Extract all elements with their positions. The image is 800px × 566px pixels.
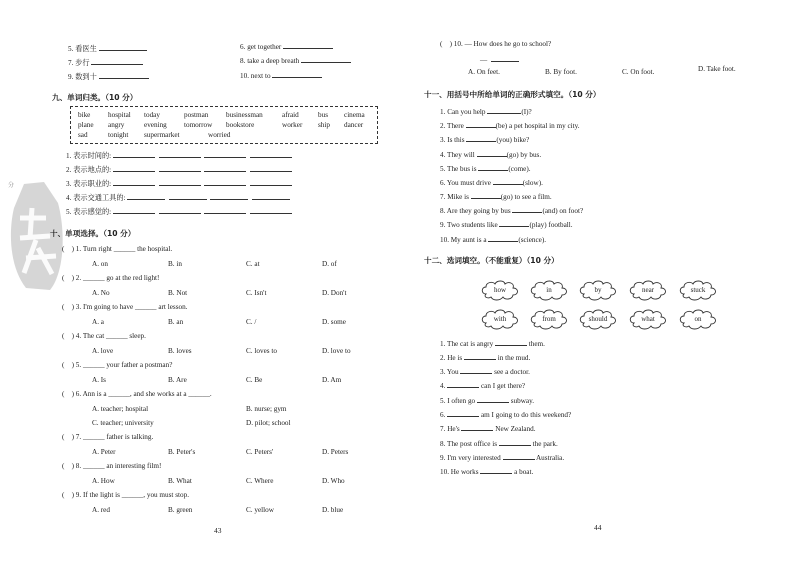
word: supermarket <box>144 131 180 139</box>
option: B. an <box>168 318 184 326</box>
fill-item-3: 3. Is this (you) bike? <box>440 136 530 144</box>
item-9: 9. 数到十 <box>68 72 149 81</box>
choose-item-2: 2. He is in the mud. <box>440 354 531 362</box>
word-cloud: on <box>678 308 718 330</box>
option: C. Be <box>246 376 263 384</box>
choose-item-1: 1. The cat is angry them. <box>440 340 545 348</box>
option: C. / <box>246 318 257 326</box>
word: tomorrow <box>184 121 213 129</box>
question-7: ( ) 7. ______ father is talking. <box>62 433 154 441</box>
question-9: ( ) 9. If the light is ______, you must stop. <box>62 491 189 499</box>
word-cloud: with <box>480 308 520 330</box>
word: dancer <box>344 121 364 129</box>
fill-item-10: 10. My aunt is a (science). <box>440 236 547 244</box>
category-4: 4. 表示交通工具的: <box>66 193 290 202</box>
option: B. in <box>168 260 182 268</box>
word: cinema <box>344 111 365 119</box>
option: C. Peters' <box>246 448 274 456</box>
option: C. Where <box>246 477 274 485</box>
category-5: 5. 表示感觉的: <box>66 207 292 216</box>
question-2: ( ) 2. ______ go at the red light! <box>62 274 160 282</box>
option: B. Not <box>168 289 188 297</box>
option: A. a <box>92 318 104 326</box>
word: afraid <box>282 111 299 119</box>
question-3: ( ) 3. I'm going to have ______ art lesson. <box>62 303 188 311</box>
option: B. green <box>168 506 193 514</box>
option: C. at <box>246 260 260 268</box>
option: A. red <box>92 506 110 514</box>
option: C. On foot. <box>622 68 655 76</box>
option: A. Is <box>92 376 106 384</box>
choose-item-4: 4. can I get there? <box>440 382 526 390</box>
fill-item-7: 7. Mike is (go) to see a film. <box>440 193 552 201</box>
category-3: 3. 表示职业的: <box>66 179 292 188</box>
choose-item-9: 9. I'm very interested Australia. <box>440 454 565 462</box>
right-page <box>400 0 800 566</box>
option: D. Peters <box>322 448 349 456</box>
fill-item-2: 2. There (be) a pet hospital in my city. <box>440 122 580 130</box>
choose-item-3: 3. You see a doctor. <box>440 368 530 376</box>
word-cloud: in <box>529 279 569 301</box>
word-cloud: should <box>578 308 618 330</box>
word: bookstore <box>226 121 255 129</box>
word-cloud: what <box>628 308 668 330</box>
option: C. Isn't <box>246 289 267 297</box>
word: sad <box>78 131 88 139</box>
item-10: 10. next to <box>240 71 322 80</box>
option: B. Are <box>168 376 187 384</box>
option: C. yellow <box>246 506 274 514</box>
option: A. love <box>92 347 114 355</box>
option: D. some <box>322 318 346 326</box>
option: A. No <box>92 289 110 297</box>
word: evening <box>144 121 167 129</box>
section9-title: 九、单词归类。（10 分） <box>52 93 138 102</box>
fill-item-4: 4. They will (go) by bus. <box>440 151 542 159</box>
option: C. loves to <box>246 347 277 355</box>
option: D. Don't <box>322 289 347 297</box>
fill-item-1: 1. Can you help (I)? <box>440 108 532 116</box>
page-number: 44 <box>594 523 602 532</box>
option: D. blue <box>322 506 344 514</box>
option: D. Am <box>322 376 342 384</box>
option: A. Peter <box>92 448 116 456</box>
choose-item-5: 5. I often go subway. <box>440 397 535 405</box>
word: worker <box>282 121 303 129</box>
option: A. teacher; hospital <box>92 405 149 413</box>
choose-item-7: 7. He's New Zealand. <box>440 425 536 433</box>
page-number: 43 <box>214 526 222 535</box>
item-7: 7. 步行 <box>68 58 143 67</box>
option: C. teacher; university <box>92 419 154 427</box>
question-5: ( ) 5. ______ your father a postman? <box>62 361 173 369</box>
option: A. on <box>92 260 108 268</box>
category-1: 1. 表示时间的: <box>66 151 292 160</box>
option: A. How <box>92 477 115 485</box>
option: B. loves <box>168 347 192 355</box>
word: angry <box>108 121 125 129</box>
choose-item-6: 6. am I going to do this weekend? <box>440 411 572 419</box>
word: plane <box>78 121 94 129</box>
word-cloud: by <box>578 279 618 301</box>
section12-title: 十二、选词填空。（不能重复）（10 分） <box>424 256 559 265</box>
question-8: ( ) 8. ______ an interesting film! <box>62 462 162 470</box>
option: D. Who <box>322 477 345 485</box>
question-6: ( ) 6. Ann is a ______, and she works at a ______. <box>62 390 212 398</box>
question-4: ( ) 4. The cat ______ sleep. <box>62 332 146 340</box>
option: B. By foot. <box>545 68 577 76</box>
stamp-text: 分 <box>8 183 15 189</box>
word-cloud: how <box>480 279 520 301</box>
fill-item-9: 9. Two students like (play) football. <box>440 221 573 229</box>
word: today <box>144 111 160 119</box>
fill-item-8: 8. Are they going by bus (and) on foot? <box>440 207 584 215</box>
option: A. On feet. <box>468 68 500 76</box>
item-5: 5. 看医生 <box>68 44 147 53</box>
option: B. Peter's <box>168 448 196 456</box>
item-6: 6. get together <box>240 42 333 51</box>
choose-item-8: 8. The post office is the park. <box>440 440 558 448</box>
question-10: ( ) 10. — How does he go to school? <box>440 40 552 48</box>
word: postman <box>184 111 209 119</box>
word: bus <box>318 111 328 119</box>
word-cloud: near <box>628 279 668 301</box>
fill-item-6: 6. You must drive (slow). <box>440 179 543 187</box>
answer-line: — <box>480 55 519 64</box>
fill-item-5: 5. The bus is (come). <box>440 165 531 173</box>
word: ship <box>318 121 330 129</box>
word: hospital <box>108 111 131 119</box>
word-cloud: stuck <box>678 279 718 301</box>
category-2: 2. 表示地点的: <box>66 165 292 174</box>
option: D. of <box>322 260 337 268</box>
section11-title: 十一、用括号中所给单词的正确形式填空。（10 分） <box>424 90 601 99</box>
word-cloud: from <box>529 308 569 330</box>
option: B. What <box>168 477 192 485</box>
word: bike <box>78 111 91 119</box>
section10-title: 十、单项选择。（10 分） <box>50 229 136 238</box>
option: D. love to <box>322 347 351 355</box>
choose-item-10: 10. He works a boat. <box>440 468 534 476</box>
word: tonight <box>108 131 129 139</box>
option: B. nurse; gym <box>246 405 287 413</box>
option: D. Take foot. <box>698 65 736 73</box>
item-8: 8. take a deep breath <box>240 56 351 65</box>
word: worried <box>208 131 231 139</box>
word: businessman <box>226 111 263 119</box>
question-1: ( ) 1. Turn right ______ the hospital. <box>62 245 173 253</box>
option: D. pilot; school <box>246 419 291 427</box>
